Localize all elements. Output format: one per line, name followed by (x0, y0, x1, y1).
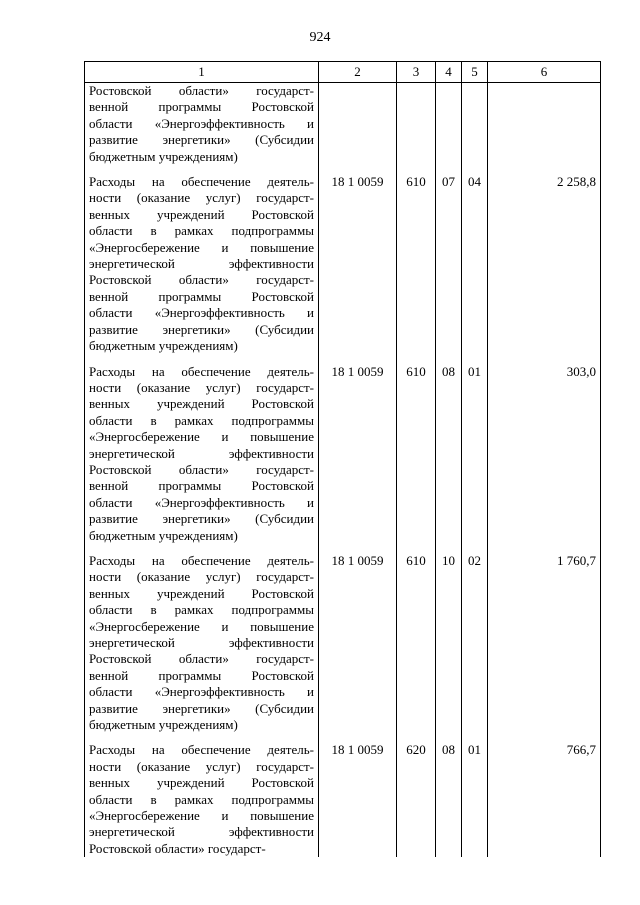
description-line: развитие энергетики» (Субсидии (89, 700, 314, 716)
target-article-code: 18 1 0059 (319, 544, 397, 733)
target-article-code: 18 1 0059 (319, 355, 397, 544)
table-row (85, 544, 601, 733)
description-line: развитие энергетики» (Субсидии (89, 511, 314, 527)
section-code: 08 (436, 355, 462, 544)
description-line: области «Энергоэффективность и (89, 494, 314, 510)
column-header-3: 3 (397, 62, 436, 83)
description-line: Расходы на обеспечение деятель- (89, 363, 314, 379)
description-line: энергетической эффективности (89, 824, 314, 840)
description-line: бюджетным учреждениям) (89, 338, 238, 354)
header-row (85, 62, 601, 83)
amount-value: 2 258,8 (488, 165, 601, 354)
description-line: венных учреждений Ростовской (89, 206, 314, 222)
description-line: ности (оказание услуг) государст- (89, 569, 314, 585)
description-line: «Энергосбережение и повышение (89, 429, 314, 445)
description-line: «Энергосбережение и повышение (89, 618, 314, 634)
description-line: ности (оказание услуг) государст- (89, 758, 314, 774)
description-line: области в рамках подпрограммы (89, 223, 314, 239)
column-header-6: 6 (488, 62, 601, 83)
subsection-code: 04 (462, 165, 488, 354)
description-line: области в рамках подпрограммы (89, 791, 314, 807)
description-line: бюджетным учреждениям) (89, 148, 238, 164)
description-line: энергетической эффективности (89, 635, 314, 650)
description-line: венной программы Ростовской (89, 667, 314, 683)
budget-table (84, 61, 601, 857)
description-line: бюджетным учреждениям) (89, 717, 238, 733)
expense-description (85, 733, 319, 857)
description-line: венных учреждений Ростовской (89, 585, 314, 601)
description-line: Расходы на обеспечение деятель- (89, 552, 314, 568)
description-line: Ростовской области» государст- (89, 83, 314, 98)
description-line: венной программы Ростовской (89, 478, 314, 494)
section-code: 07 (436, 165, 462, 354)
description-line: энергетической эффективности (89, 256, 314, 272)
description-line: венных учреждений Ростовской (89, 396, 314, 412)
target-article-code: 18 1 0059 (319, 733, 397, 857)
column-header-2: 2 (319, 62, 397, 83)
description-line: Расходы на обеспечение деятель- (89, 174, 314, 190)
description-line: ности (оказание услуг) государст- (89, 190, 314, 206)
amount-value: 1 760,7 (488, 544, 601, 733)
expense-type-code: 610 (397, 165, 436, 354)
expense-type-code: 620 (397, 733, 436, 857)
description-line: Ростовской области» государст- (89, 272, 314, 288)
description-line: «Энергосбережение и повышение (89, 239, 314, 255)
expense-description (85, 355, 319, 544)
description-line: области «Энергоэффективность и (89, 305, 314, 321)
amount-value: 766,7 (488, 733, 601, 857)
description-line: венной программы Ростовской (89, 99, 314, 115)
description-line: области в рамках подпрограммы (89, 412, 314, 428)
table-row (85, 733, 601, 857)
target-article-code: 18 1 0059 (319, 165, 397, 354)
subsection-code: 01 (462, 733, 488, 857)
expense-type-code: 610 (397, 355, 436, 544)
expense-description (85, 544, 319, 733)
description-line: развитие энергетики» (Субсидии (89, 321, 314, 337)
continuation-row (85, 83, 601, 166)
description-line: Ростовской области» государст- (89, 651, 314, 667)
section-code: 10 (436, 544, 462, 733)
subsection-code: 01 (462, 355, 488, 544)
description-line: «Энергосбережение и повышение (89, 808, 314, 824)
section-code: 08 (436, 733, 462, 857)
description-line: развитие энергетики» (Субсидии (89, 132, 314, 148)
description-line: области «Энергоэффективность и (89, 684, 314, 700)
subsection-code: 02 (462, 544, 488, 733)
page-number: 924 (309, 30, 331, 45)
column-header-1: 1 (85, 62, 319, 83)
description-line: области в рамках подпрограммы (89, 602, 314, 618)
description-line: области «Энергоэффективность и (89, 115, 314, 131)
expense-description (85, 165, 319, 354)
description-line: венных учреждений Ростовской (89, 775, 314, 791)
description-line: ности (оказание услуг) государст- (89, 379, 314, 395)
description-line: Расходы на обеспечение деятель- (89, 742, 314, 758)
amount-value: 303,0 (488, 355, 601, 544)
description-line: Ростовской области» государст- (89, 840, 266, 856)
description-line: Ростовской области» государст- (89, 461, 314, 477)
description-line: венной программы Ростовской (89, 288, 314, 304)
description-line: бюджетным учреждениям) (89, 527, 238, 543)
expense-type-code: 610 (397, 544, 436, 733)
column-header-5: 5 (462, 62, 488, 83)
table-row (85, 165, 601, 354)
continuation-description (85, 83, 319, 166)
description-line: энергетической эффективности (89, 445, 314, 461)
column-header-4: 4 (436, 62, 462, 83)
table-row (85, 355, 601, 544)
